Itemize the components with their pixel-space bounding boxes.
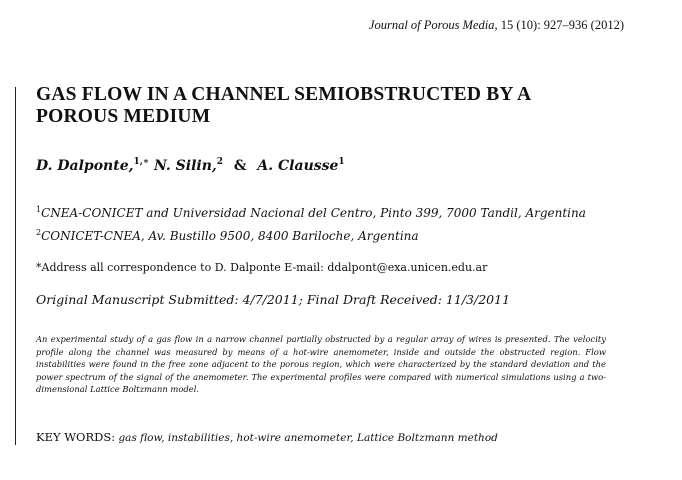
keywords xyxy=(36,430,498,444)
margin-rule xyxy=(15,87,16,445)
affiliation-1-number: 1 xyxy=(36,205,42,214)
author-3: A. Clausse xyxy=(257,158,339,174)
journal-name: Journal of Porous Media xyxy=(368,18,495,32)
affiliation-2 xyxy=(36,228,656,243)
author-2-sup: 2 xyxy=(216,157,224,167)
journal-header xyxy=(369,18,624,33)
affiliation-1 xyxy=(36,205,656,220)
affiliation-2-number: 2 xyxy=(36,228,42,237)
keywords-value: gas flow, instabilities, hot-wire anemometer, Lattice Boltzmann method xyxy=(115,432,498,444)
keywords-label: KEY WORDS: xyxy=(36,430,116,444)
affiliation-2-text: CONICET-CNEA, Av. Bustillo 9500, 8400 Bariloche, Argentina xyxy=(41,229,419,243)
affiliation-1-text: CNEA-CONICET and Universidad Nacional del Centro, Pinto 399, 7000 Tandil, Argentina xyxy=(41,206,586,220)
author-ampersand: & xyxy=(233,158,247,174)
author-1: D. Dalponte, xyxy=(36,158,134,174)
journal-citation: , 15 (10): 927–936 (2012) xyxy=(494,18,624,32)
author-3-sup: 1 xyxy=(338,157,345,167)
title-line-1: GAS FLOW IN A CHANNEL SEMIOBSTRUCTED BY A xyxy=(36,84,532,105)
title-line-2: POROUS MEDIUM xyxy=(36,106,211,127)
abstract: An experimental study of a gas flow in a narrow channel partially obstructed by a regular array of wires is presented. The velocity profile along the channel was measured by means of a hot-wire anemometer, inside and outside the obstructed region. Flow instabilities were found in the free zone adjacent to the porous region, which were characterized by the standard deviation and the power spectrum of the signal of the anemometer. The experimental profiles were compared with numerical simulations using a two-dimensional Lattice Boltzmann model. xyxy=(36,334,606,394)
author-1-sup: 1,∗ xyxy=(133,157,150,167)
correspondence-line: *Address all correspondence to D. Dalponte E-mail: ddalpont@exa.unicen.edu.ar xyxy=(36,261,488,274)
manuscript-dates: Original Manuscript Submitted: 4/7/2011; Final Draft Received: 11/3/2011 xyxy=(36,292,511,307)
paper-title xyxy=(36,84,636,128)
author-2: N. Silin, xyxy=(153,158,217,174)
author-list xyxy=(36,157,345,174)
